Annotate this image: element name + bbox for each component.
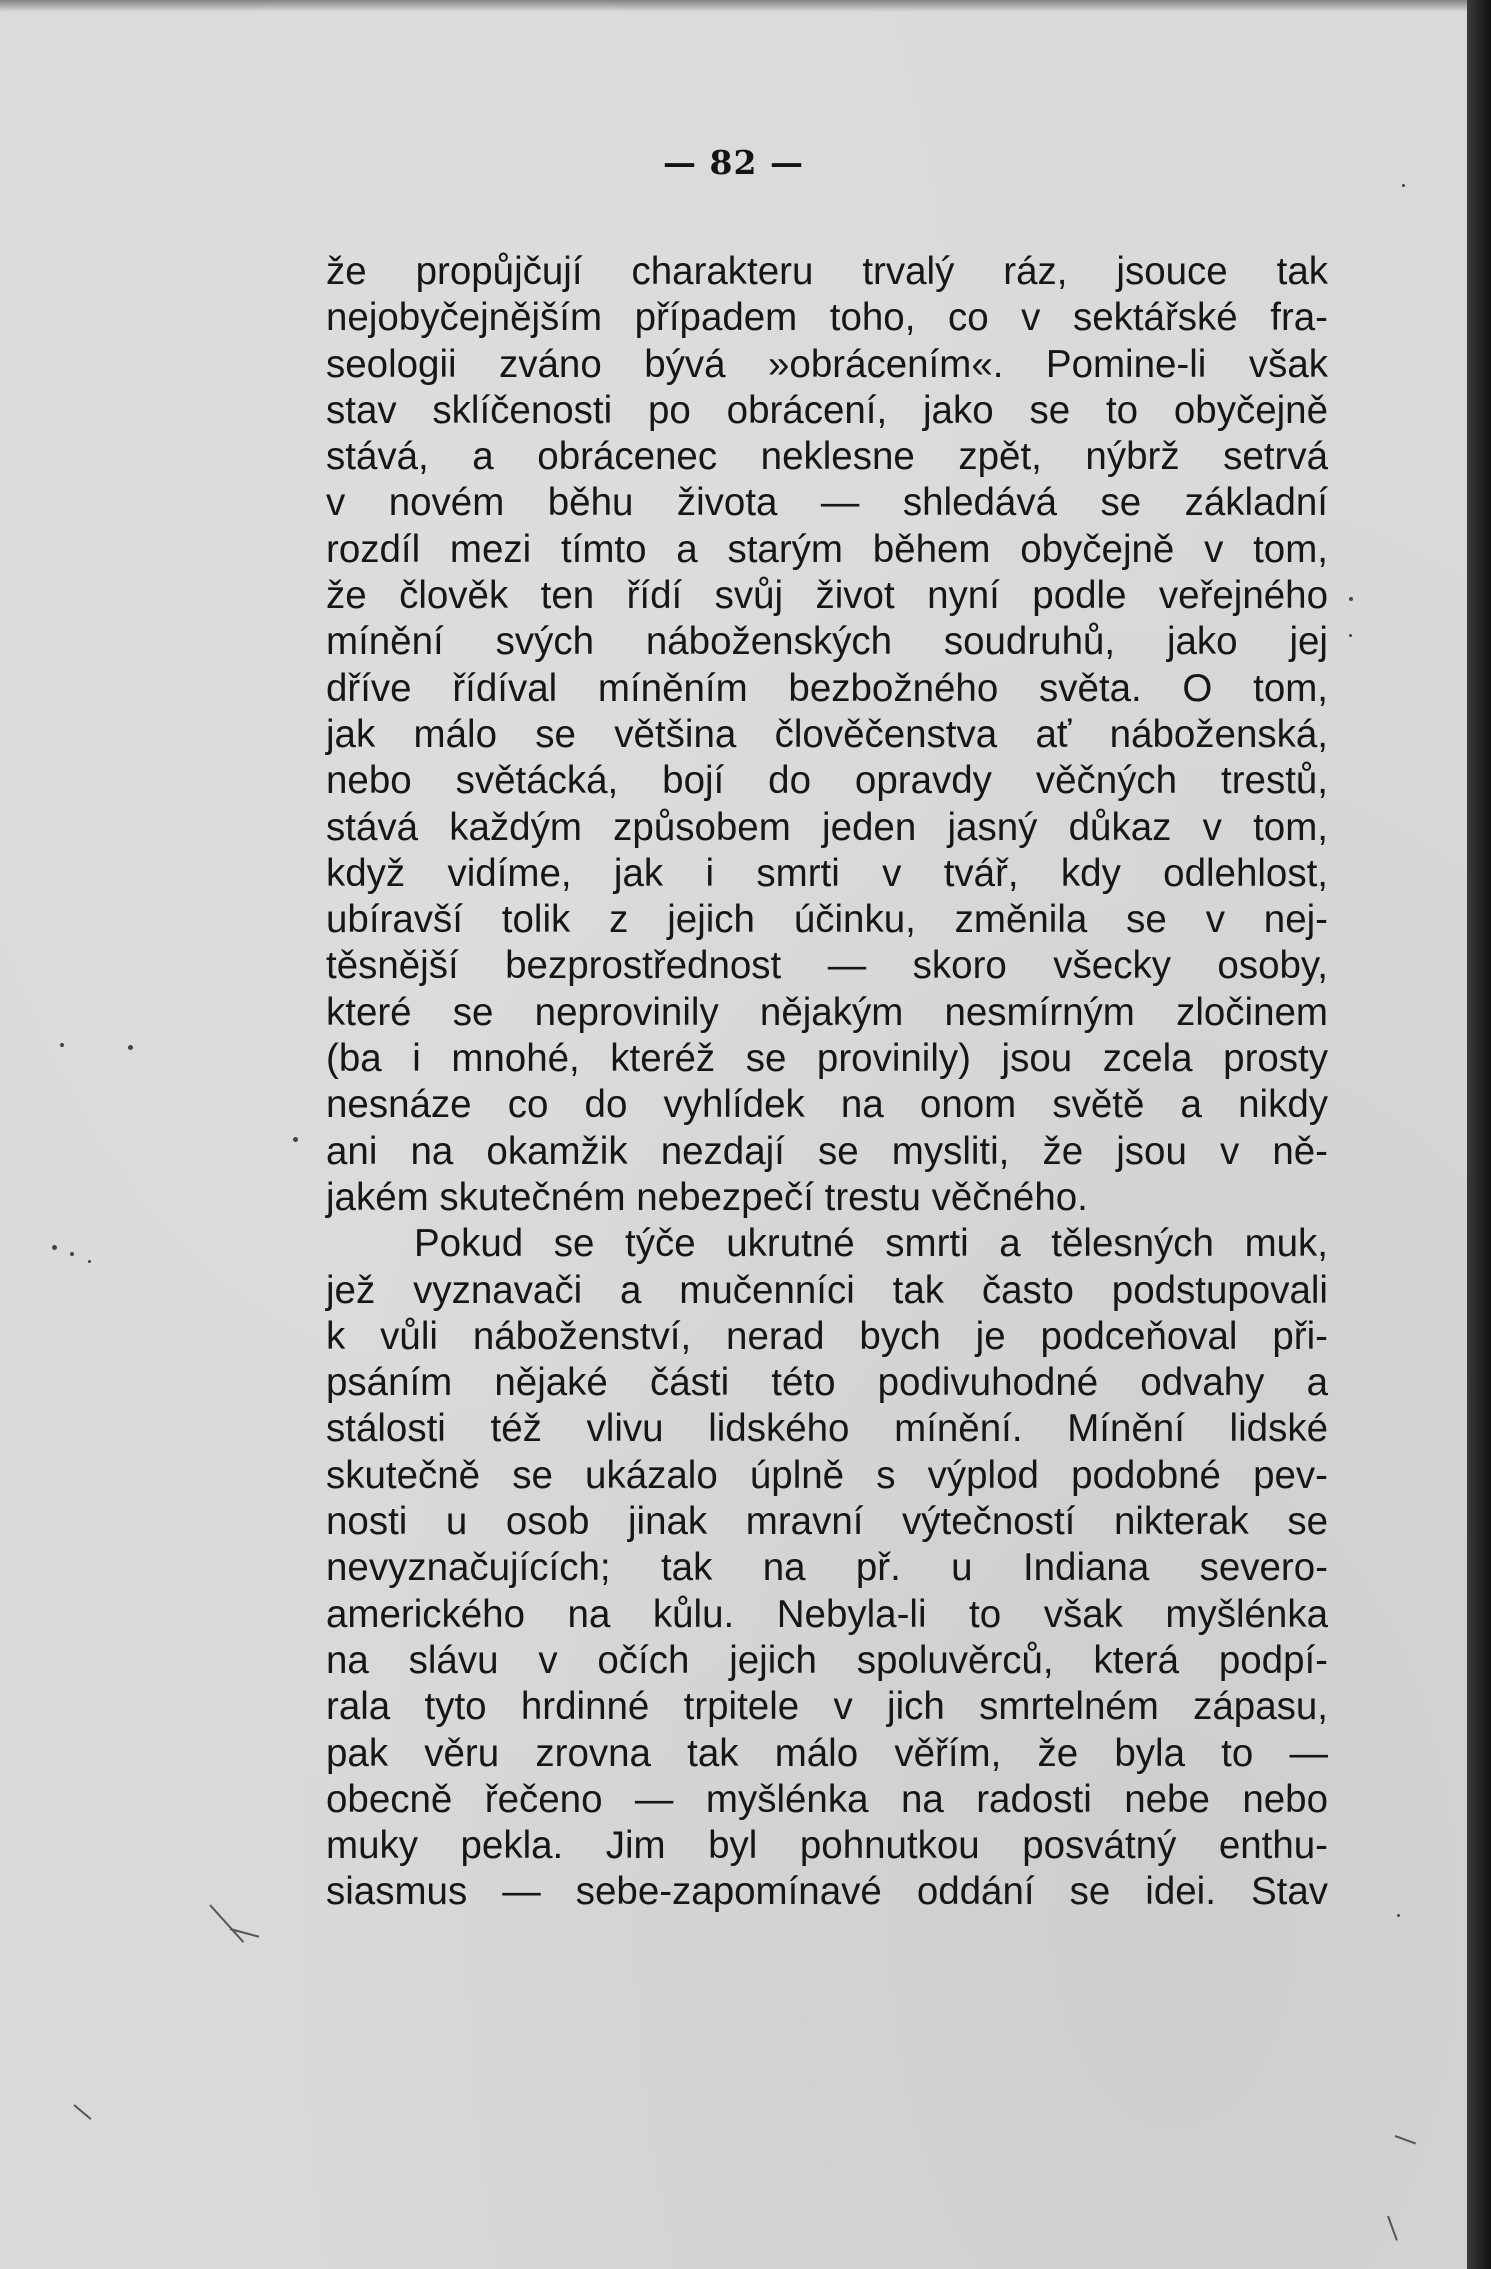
scan-speck (293, 1137, 298, 1142)
text-line: k vůli náboženství, nerad bych je podceňoval při- (326, 1314, 1328, 1358)
text-line: stává, a obrácenec neklesne zpět, nýbrž setrvá (326, 435, 1328, 479)
scan-speck (70, 1252, 74, 1256)
text-line: obecně řečeno — myšlénka na radosti nebe nebo (326, 1777, 1328, 1821)
text-line: nesnáze co do vyhlídek na onom světě a nikdy (326, 1083, 1328, 1127)
text-line: jakém skutečném nebezpečí trestu věčného. (326, 1175, 1088, 1219)
scan-scratch (1395, 2135, 1416, 2144)
text-line: nebo světácká, bojí do opravdy věčných trestů, (326, 759, 1328, 803)
text-line: skutečně se ukázalo úplně s výplod podobné pev- (326, 1453, 1328, 1497)
scan-speck (1402, 184, 1405, 187)
text-line: Pokud se týče ukrutné smrti a tělesných muk, (414, 1222, 1328, 1266)
text-line: nevyznačujících; tak na př. u Indiana severo- (326, 1546, 1328, 1590)
scan-speck (52, 1245, 57, 1250)
scan-speck (1349, 597, 1353, 601)
page-number: — 82 — (663, 143, 804, 182)
text-line: rala tyto hrdinné trpitele v jich smrtelném zápasu, (326, 1685, 1328, 1729)
text-line: stává každým způsobem jeden jasný důkaz v tom, (326, 805, 1328, 849)
text-line: které se neprovinily nějakým nesmírným zločinem (326, 990, 1328, 1034)
scan-speck (128, 1045, 133, 1050)
text-line: že propůjčují charakteru trvalý ráz, jsouce tak (326, 250, 1328, 293)
text-line: těsnější bezprostřednost — skoro všecky osoby, (326, 944, 1328, 988)
text-line: pak věru zrovna tak málo věřím, že byla to — (326, 1731, 1328, 1775)
scan-speck (88, 1260, 91, 1263)
text-line: dříve řídíval míněním bezbožného světa. O tom, (326, 666, 1328, 710)
body-text (326, 249, 1328, 1916)
text-line: ani na okamžik nezdají se mysliti, že jsou v ně- (326, 1129, 1328, 1173)
text-line: mínění svých náboženských soudruhů, jako jej (326, 620, 1328, 664)
scan-scratch (209, 1904, 244, 1942)
text-line: nejobyčejnějším případem toho, co v sektářské fra- (326, 296, 1328, 340)
scan-speck (1349, 634, 1352, 637)
text-line: na slávu v očích jejich spoluvěrců, která podpí- (326, 1638, 1328, 1682)
right-edge-shadow (1467, 0, 1491, 2269)
text-line: seologii zváno bývá »obrácením«. Pomine-li však (326, 342, 1328, 386)
text-line: amerického na kůlu. Nebyla-li to však myšlénka (326, 1592, 1328, 1636)
text-line: psáním nějaké části této podivuhodné odvahy a (326, 1361, 1328, 1405)
text-line: (ba i mnohé, kteréž se provinily) jsou zcela prosty (326, 1037, 1328, 1081)
text-line: jak málo se většina člověčenstva ať náboženská, (326, 712, 1328, 756)
top-edge-shadow (0, 0, 1467, 12)
text-line: jež vyznavači a mučenníci tak často podstupovali (326, 1268, 1328, 1312)
text-line: v novém běhu života — shledává se základní (326, 481, 1328, 525)
text-line: když vidíme, jak i smrti v tvář, kdy odlehlost, (326, 851, 1328, 895)
scan-speck (60, 1043, 64, 1047)
text-line: stálosti též vlivu lidského mínění. Mínění lidské (326, 1407, 1328, 1451)
text-line: stav sklíčenosti po obrácení, jako se to obyčejně (326, 388, 1328, 432)
scan-scratch (1387, 2216, 1398, 2241)
text-line: muky pekla. Jim byl pohnutkou posvátný enthu- (326, 1824, 1328, 1868)
paragraph-2 (326, 1221, 1328, 1915)
text-line: ubíravší tolik z jejich účinku, změnila se v nej- (326, 898, 1328, 942)
scan-speck (1397, 1914, 1400, 1917)
text-line: rozdíl mezi tímto a starým během obyčejně v tom, (326, 527, 1328, 571)
text-line: že člověk ten řídí svůj život nyní podle veřejného (326, 574, 1328, 618)
text-line: siasmus — sebe-zapomínavé oddání se idei. Stav (326, 1870, 1328, 1914)
text-line: nosti u osob jinak mravní výtečností nikterak se (326, 1500, 1328, 1544)
scan-scratch (73, 2104, 91, 2120)
paragraph-1 (326, 249, 1328, 1221)
